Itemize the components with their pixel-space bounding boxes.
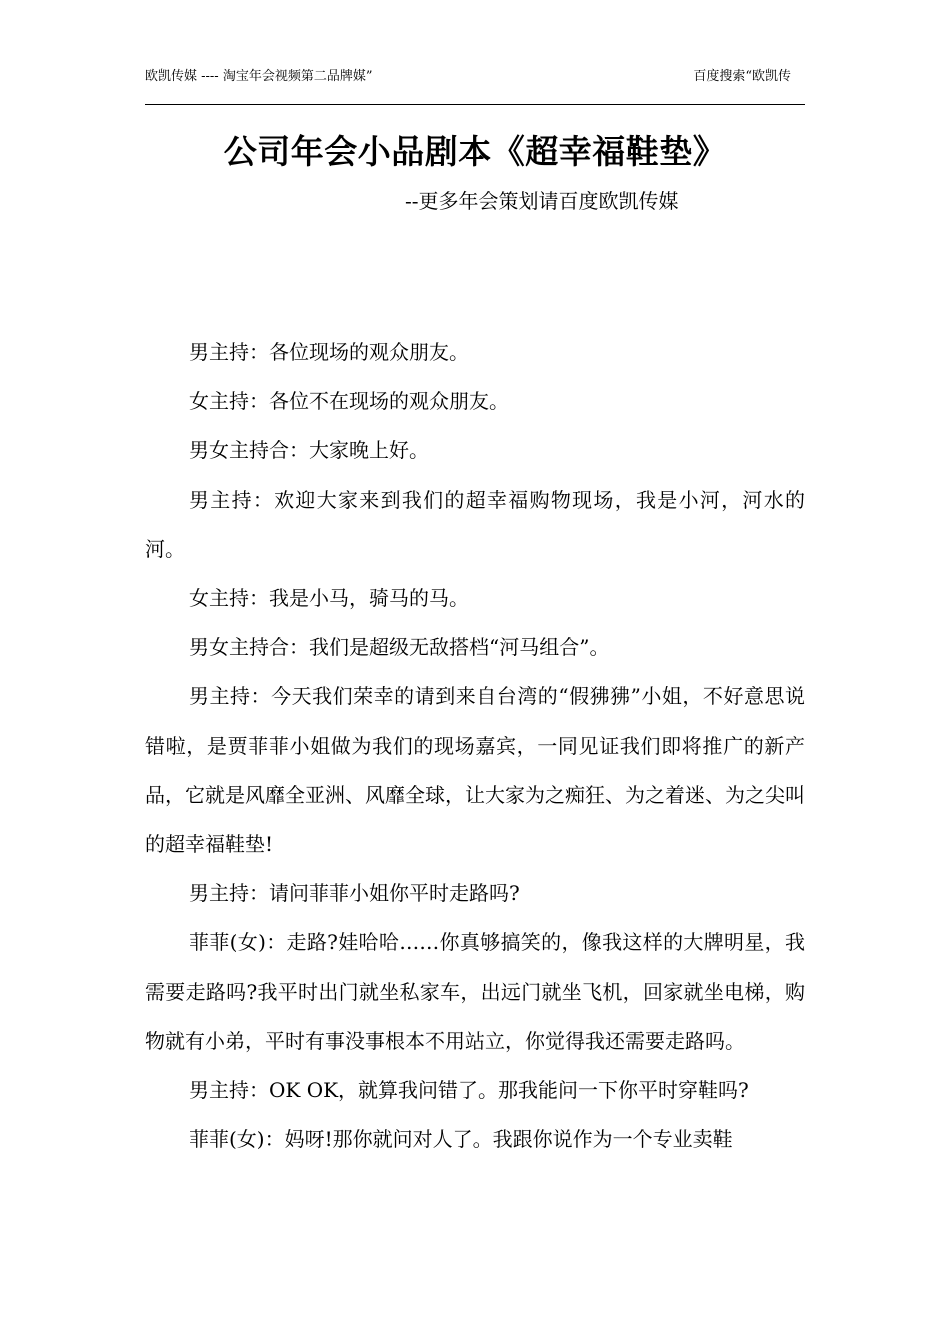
script-line: 女主持：我是小马，骑马的马。 [189, 586, 469, 611]
page-header [145, 68, 805, 105]
script-line: 女主持：各位不在现场的观众朋友。 [189, 389, 509, 414]
script-line: 男主持：今天我们荣幸的请到来自台湾的“假狒狒”小姐，不好意思说错啦，是贾菲菲小姐做为我们的现场嘉宾，一同见证我们即将推广的新产品，它就是风靡全亚洲、风靡全球，让大家为之痴狂、为之着迷、为之尖叫的超幸福鞋垫! [145, 684, 805, 857]
header-right-text: 百度搜索“欧凯传 [693, 69, 791, 84]
script-line: 菲菲(女)：走路?娃哈哈……你真够搞笑的，像我这样的大牌明星，我需要走路吗?我平时出门就坐私家车，出远门就坐飞机，回家就坐电梯，购物就有小弟，平时有事没事根本不用站立，你觉得我还需要走路吗。 [145, 930, 805, 1053]
script-line: 男女主持合：我们是超级无敌搭档“河马组合”。 [189, 635, 610, 660]
script-line: 男主持：请问菲菲小姐你平时走路吗? [189, 881, 520, 906]
document-title: 公司年会小品剧本《超幸福鞋垫》 [223, 132, 727, 171]
header-left-text: 欧凯传媒 ---- 淘宝年会视频第二品牌媒” [145, 69, 373, 84]
document-subtitle: --更多年会策划请百度欧凯传媒 [405, 189, 679, 213]
script-line: 男主持：欢迎大家来到我们的超幸福购物现场，我是小河，河水的河。 [145, 487, 805, 561]
script-line: 男女主持合：大家晚上好。 [189, 438, 429, 463]
script-line: 菲菲(女)：妈呀!那你就问对人了。我跟你说作为一个专业卖鞋 [189, 1127, 733, 1152]
script-line: 男主持：OK OK，就算我问错了。那我能问一下你平时穿鞋吗? [189, 1078, 749, 1103]
script-body [145, 328, 805, 1164]
script-line: 男主持：各位现场的观众朋友。 [189, 340, 469, 364]
